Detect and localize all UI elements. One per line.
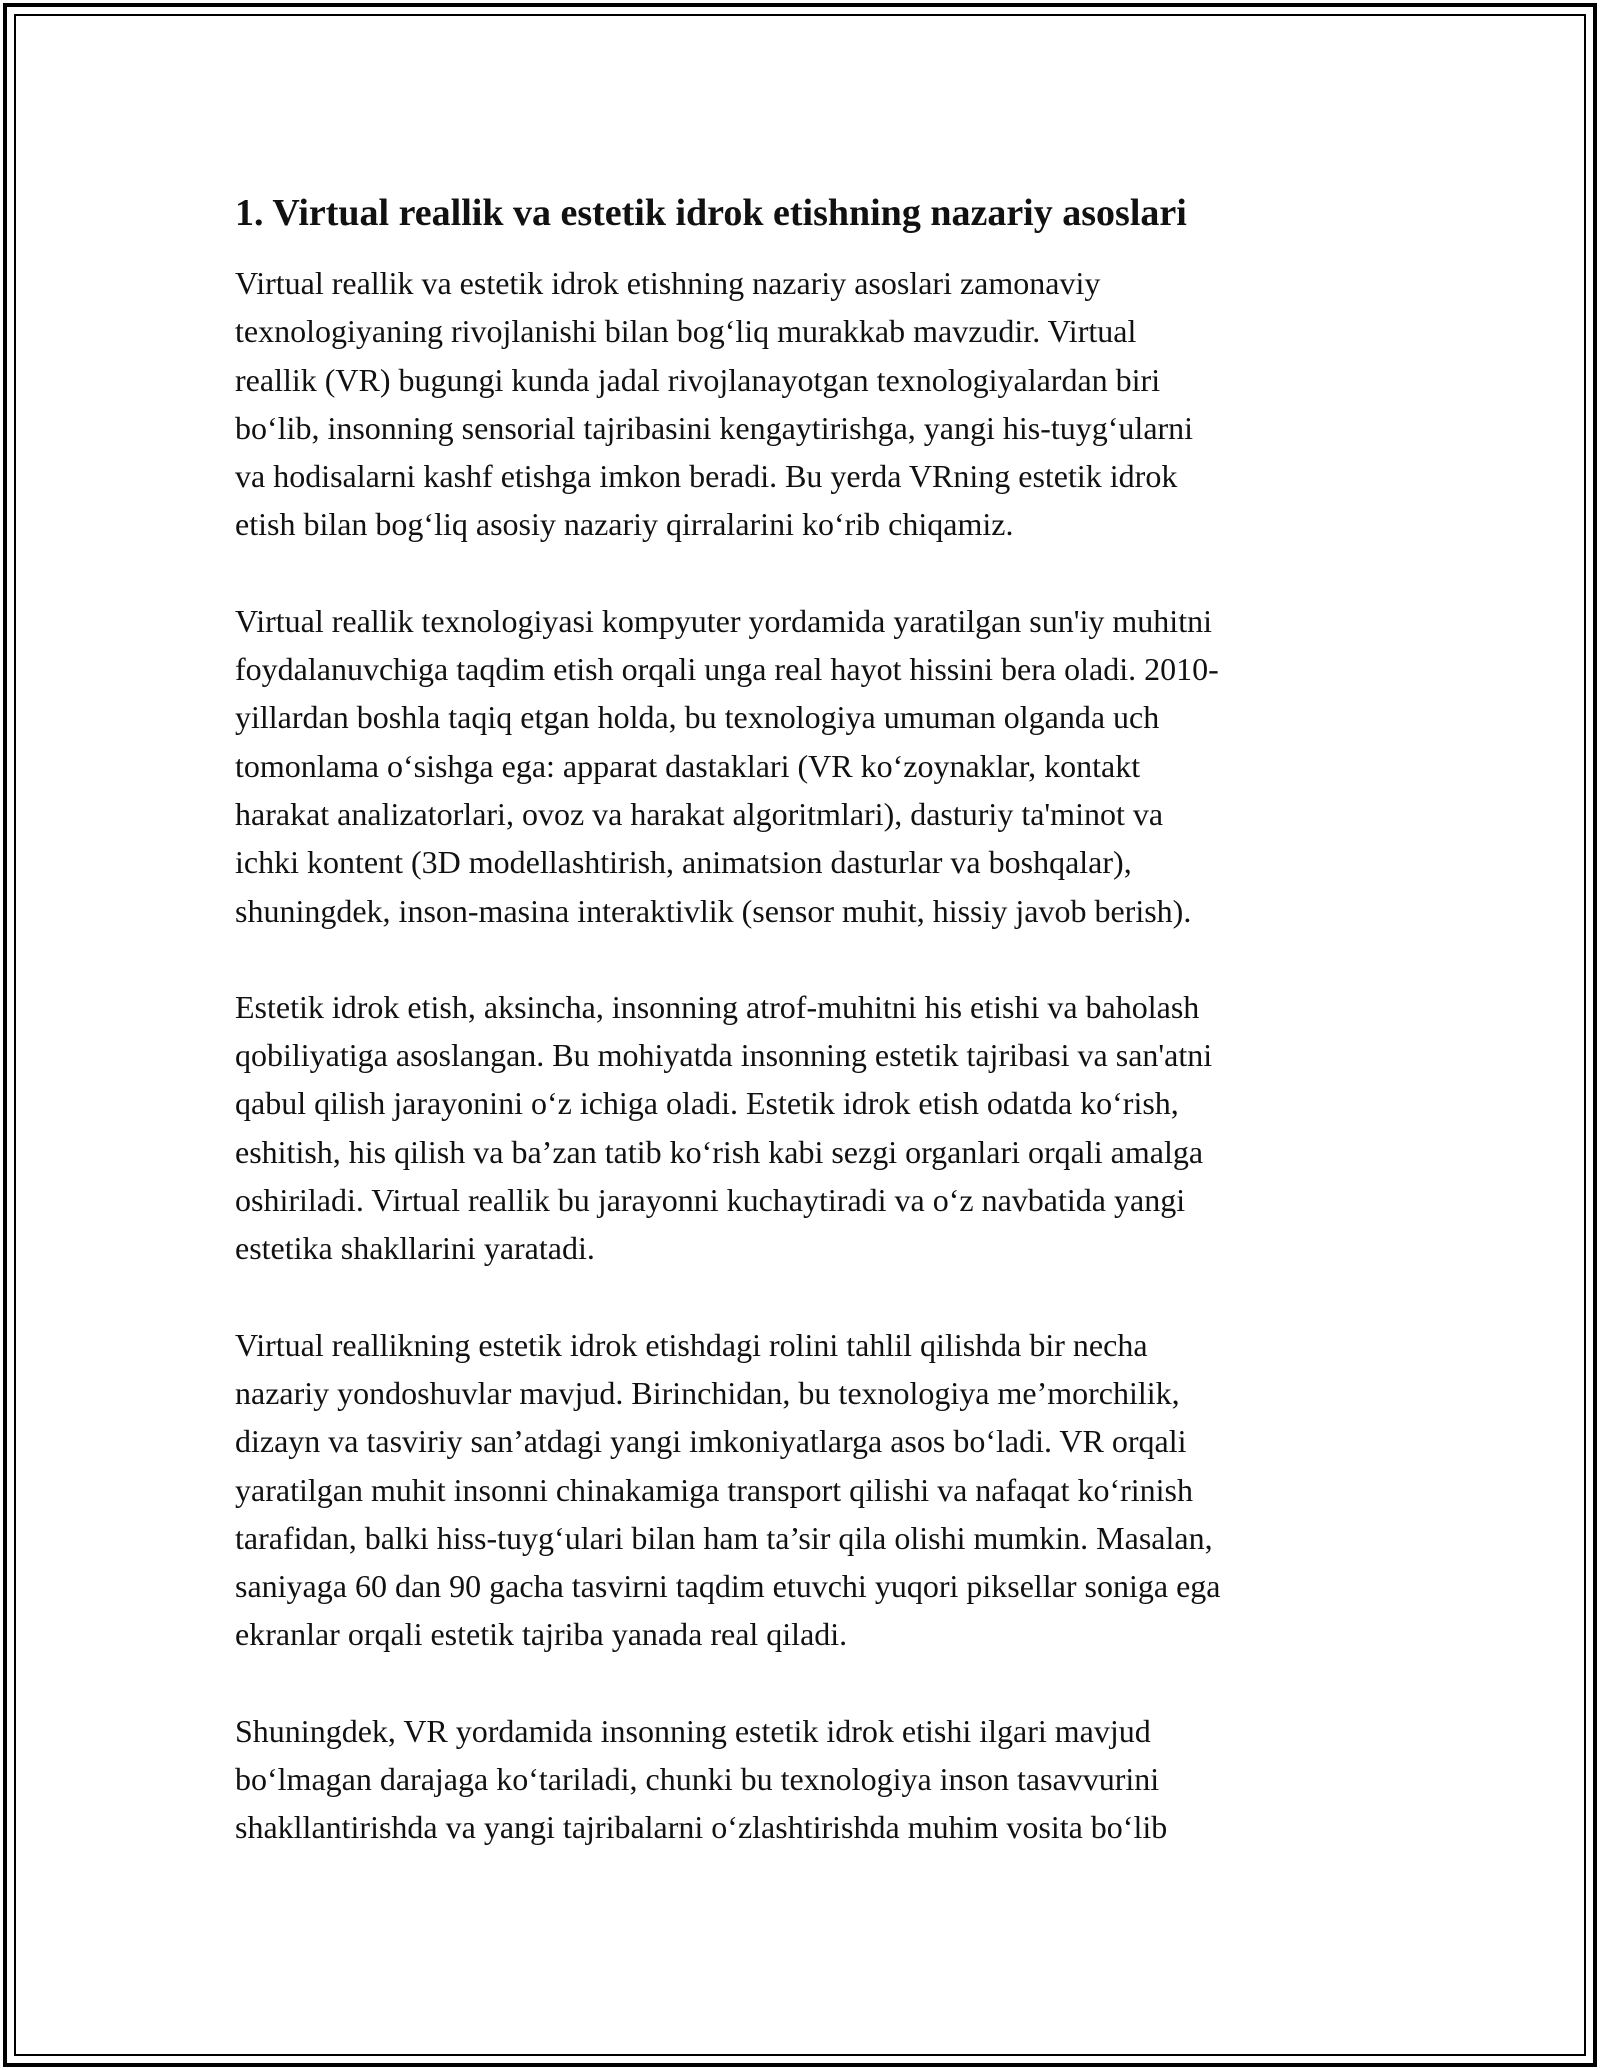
text-line: Virtual reallikning estetik idrok etishdagi rolini tahlil qilishda bir necha [235, 1326, 1148, 1363]
paragraph-1 [235, 259, 1365, 549]
text-line: shuningdek, inson-masina interaktivlik (sensor muhit, hissiy javob berish). [235, 892, 1192, 929]
text-line: Estetik idrok etish, aksincha, insonning atrof-muhitni his etishi va baholash [235, 988, 1200, 1025]
text-line: dizayn va tasviriy san’atdagi yangi imkoniyatlarga asos bo‘ladi. VR orqali [235, 1423, 1187, 1460]
paragraph-3 [235, 983, 1365, 1273]
text-line: yaratilgan muhit insonni chinakamiga transport qilishi va nafaqat ko‘rinish [235, 1471, 1193, 1508]
text-line: qabul qilish jarayonini o‘z ichiga oladi. Estetik idrok etish odatda ko‘rish, [235, 1085, 1179, 1122]
text-line: qobiliyatiga asoslangan. Bu mohiyatda insonning estetik tajribasi va san'atni [235, 1037, 1213, 1074]
text-line: foydalanuvchiga taqdim etish orqali unga real hayot hissini bera oladi. 2010- [235, 651, 1219, 688]
text-line: saniyaga 60 dan 90 gacha tasvirni taqdim etuvchi yuqori piksellar soniga ega [235, 1568, 1221, 1605]
text-line: harakat analizatorlari, ovoz va harakat algoritmlari), dasturiy ta'minot va [235, 795, 1164, 832]
text-line: bo‘lib, insonning sensorial tajribasini kengaytirishga, yangi his-tuyg‘ularni [235, 409, 1194, 446]
text-line: shakllantirishda va yangi tajribalarni o‘zlashtirishda muhim vosita bo‘lib [235, 1809, 1168, 1846]
section-heading: 1. Virtual reallik va estetik idrok etishning nazariy asoslari [235, 192, 1187, 234]
text-line: va hodisalarni kashf etishga imkon beradi. Bu yerda VRning estetik idrok [235, 458, 1178, 495]
text-line: Shuningdek, VR yordamida insonning estetik idrok etishi ilgari mavjud [235, 1712, 1151, 1749]
paragraph-4 [235, 1321, 1365, 1659]
text-line: eshitish, his qilish va ba’zan tatib ko‘rish kabi sezgi organlari orqali amalga [235, 1133, 1204, 1170]
text-line: nazariy yondoshuvlar mavjud. Birinchidan, bu texnologiya me’morchilik, [235, 1374, 1180, 1411]
text-line: reallik (VR) bugungi kunda jadal rivojlanayotgan texnologiyalardan biri [235, 361, 1161, 398]
document-body [235, 185, 1365, 1900]
text-line: ekranlar orqali estetik tajriba yanada real qiladi. [235, 1616, 848, 1653]
text-line: Virtual reallik va estetik idrok etishning nazariy asoslari zamonaviy [235, 265, 1101, 301]
paragraph-2 [235, 597, 1365, 935]
text-line: yillardan boshla taqiq etgan holda, bu texnologiya umuman olganda uch [235, 699, 1160, 736]
text-line: Virtual reallik texnologiyasi kompyuter yordamida yaratilgan sun'iy muhitni [235, 602, 1212, 639]
text-line: bo‘lmagan darajaga ko‘tariladi, chunki bu texnologiya inson tasavvurini [235, 1761, 1160, 1798]
text-line: ichki kontent (3D modellashtirish, animatsion dasturlar va boshqalar), [235, 844, 1132, 881]
text-line: tarafidan, balki hiss-tuyg‘ulari bilan ham ta’sir qila olishi mumkin. Masalan, [235, 1519, 1213, 1556]
text-line: oshiriladi. Virtual reallik bu jarayonni kuchaytiradi va o‘z navbatida yangi [235, 1182, 1186, 1219]
text-line: estetika shakllarini yaratadi. [235, 1230, 595, 1267]
text-line: texnologiyaning rivojlanishi bilan bog‘liq murakkab mavzudir. Virtual [235, 313, 1137, 350]
paragraph-5 [235, 1707, 1365, 1852]
text-line: etish bilan bog‘liq asosiy nazariy qirralarini ko‘rib chiqamiz. [235, 506, 1014, 543]
text-line: tomonlama o‘sishga ega: apparat dastaklari (VR ko‘zoynaklar, kontakt [235, 747, 1141, 784]
